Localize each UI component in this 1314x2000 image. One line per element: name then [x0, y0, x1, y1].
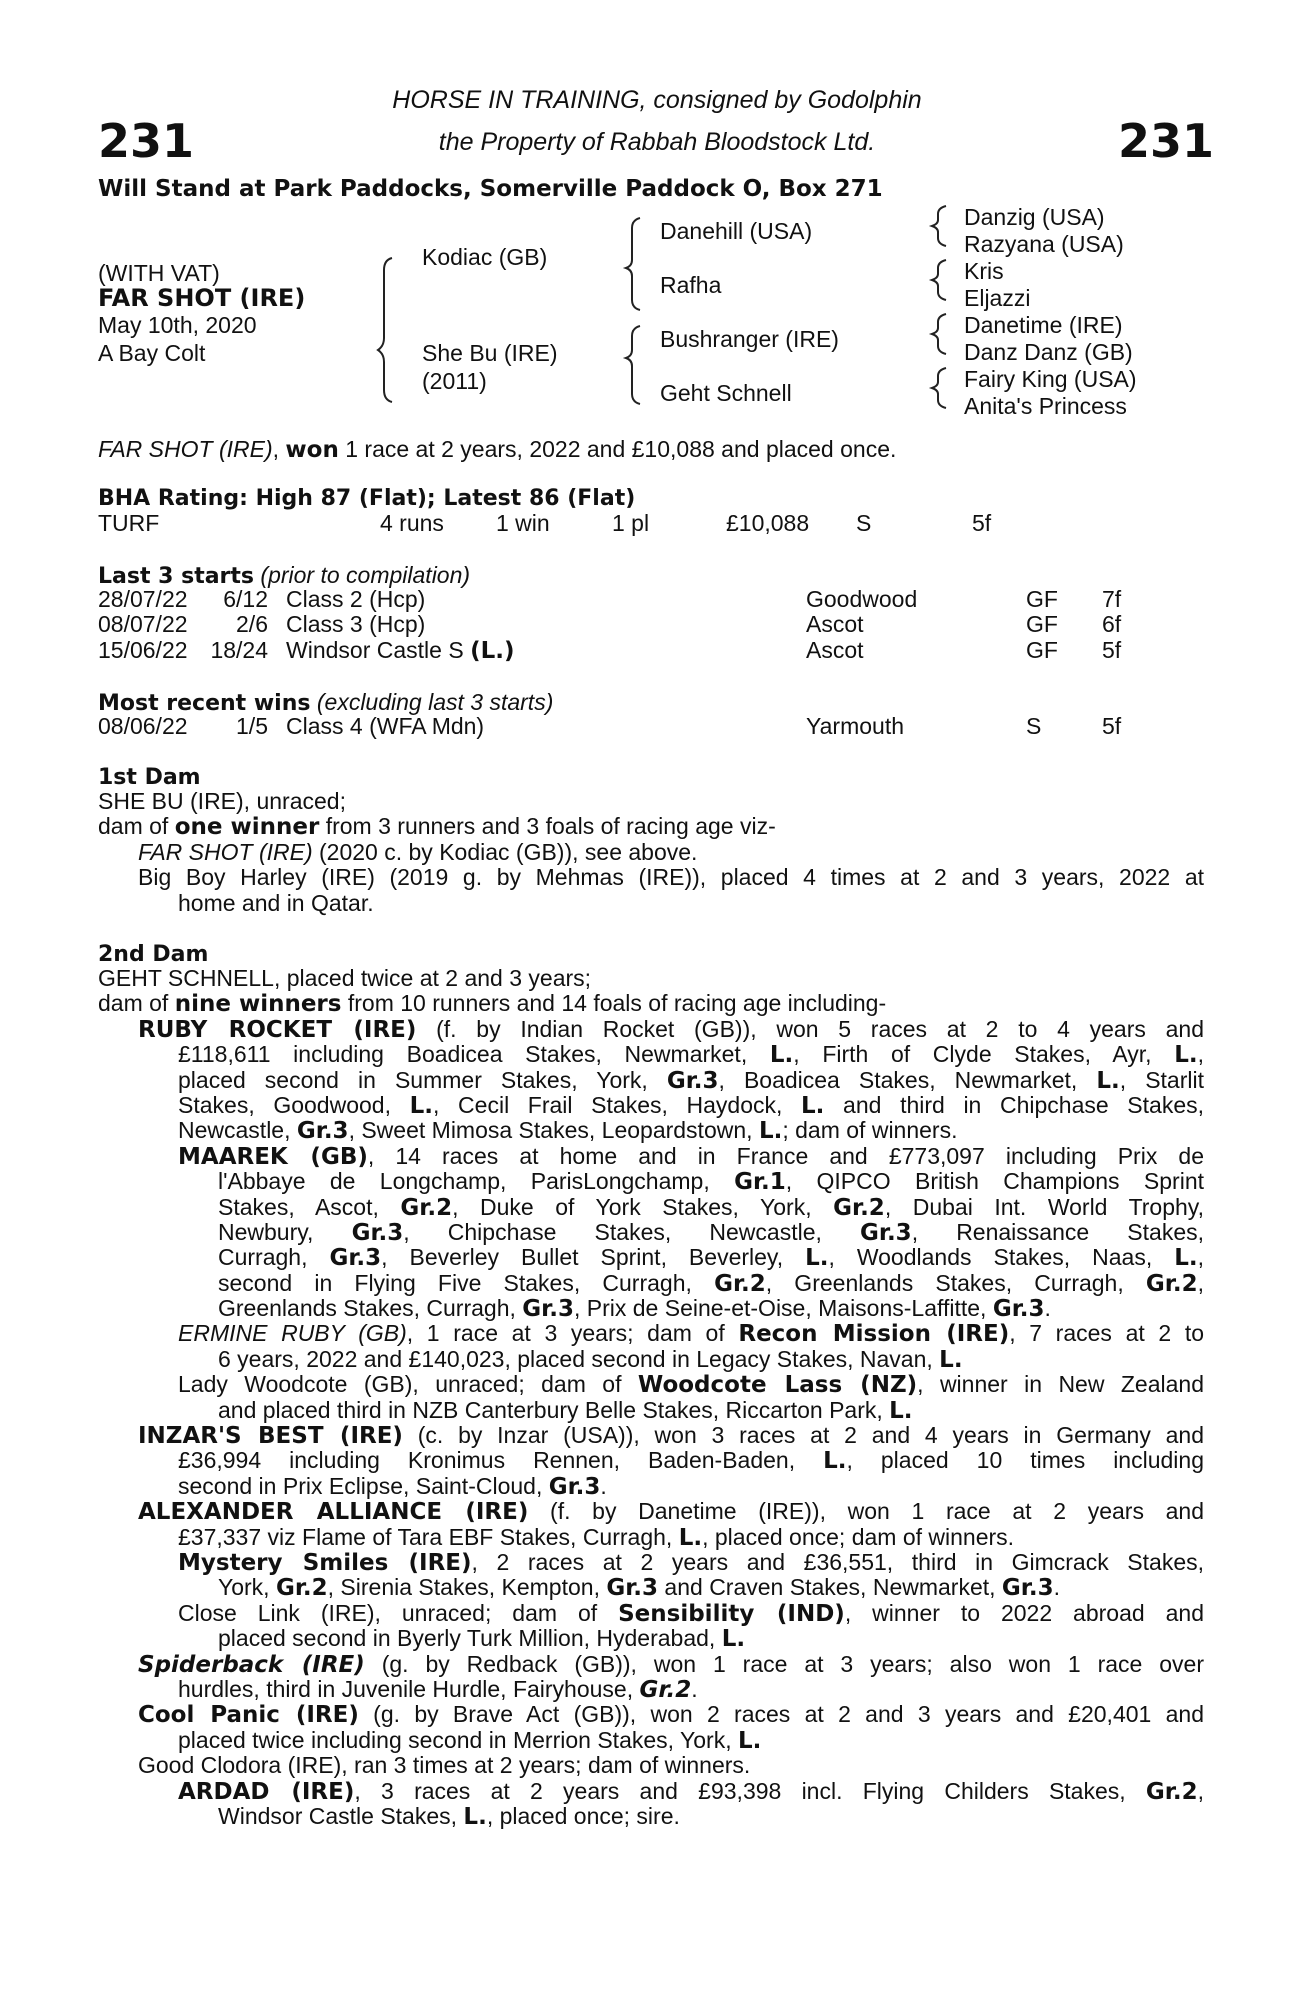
second-dam-body: [98, 966, 1204, 1829]
second-dam-text: (f. by Danetime (IRE)), won 1 race at 2 years and: [528, 1498, 1205, 1525]
second-dam-text: , 2 races at 2 years and £36,551, third in Gimcrack Stakes,: [471, 1548, 1205, 1575]
second-dam-text: L.: [737, 1727, 762, 1754]
second-dam-text: second in Prix Eclipse, Saint-Cloud,: [178, 1472, 549, 1499]
sire-sire: Danehill (USA): [660, 218, 813, 244]
second-dam-text: Gr.2: [1145, 1270, 1198, 1297]
second-dam-line: [98, 1702, 1204, 1727]
second-dam-text: , QIPCO British Champions Sprint: [785, 1168, 1204, 1195]
second-dam-text: , 1 race at 3 years; dam of: [406, 1320, 739, 1347]
second-dam-line: [98, 1626, 1204, 1651]
last3-row-race: [286, 586, 425, 613]
second-dam-text: placed second in Byerly Turk Million, Hyderabad,: [218, 1625, 722, 1652]
first-dam-line: [98, 865, 1204, 890]
second-dam-line: [98, 1779, 1204, 1804]
dam-dam: Geht Schnell: [660, 380, 792, 406]
last3-row-race-name: Windsor Castle S: [286, 636, 471, 663]
summary-sep: ,: [272, 436, 286, 462]
second-dam-text: L.: [1096, 1067, 1120, 1094]
second-dam-line: [98, 1220, 1204, 1245]
rating-going: S: [856, 510, 872, 536]
second-dam-text: Stakes, Goodwood,: [178, 1091, 410, 1118]
second-dam-text: , Sirenia Stakes, Kempton,: [327, 1574, 607, 1601]
second-dam-text: Windsor Castle Stakes,: [218, 1802, 464, 1829]
recent-win-row-going: S: [1026, 713, 1042, 739]
second-dam-text: Gr.1: [734, 1169, 786, 1196]
last3-row-distance: 6f: [1102, 611, 1122, 638]
lot-number-right: 231: [1118, 114, 1215, 168]
summary-rest: 1 race at 2 years, 2022 and £10,088 and placed once.: [338, 436, 897, 462]
first-dam-text: one winner: [174, 814, 320, 841]
ggp-4: Eljazzi: [964, 285, 1031, 311]
second-dam-text: , Starlit: [1119, 1066, 1204, 1093]
ggp-8: Anita's Princess: [964, 393, 1127, 419]
second-dam-text: , placed once; sire.: [486, 1802, 680, 1829]
horse-name: FAR SHOT (IRE): [98, 284, 306, 312]
vat-note: (WITH VAT): [98, 260, 220, 286]
brace-ggp4: [932, 368, 946, 408]
last3-row-position: 2/6: [236, 611, 268, 638]
second-dam-line: [98, 1601, 1204, 1626]
second-dam-text: L.: [805, 1245, 829, 1272]
second-dam-text: L.: [678, 1524, 703, 1551]
second-dam-text: £118,611 including Boadicea Stakes, Newmarket,: [178, 1041, 770, 1068]
second-dam-text: L.: [463, 1803, 487, 1830]
horse-dob: May 10th, 2020: [98, 312, 257, 338]
second-dam-text: from 10 runners and 14 foals of racing age including-: [341, 990, 887, 1017]
second-dam-text: Gr.3: [992, 1296, 1045, 1323]
property-line: the Property of Rabbah Bloodstock Ltd.: [438, 128, 876, 156]
second-dam-line: [98, 1093, 1204, 1118]
second-dam-text: Gr.2: [833, 1194, 885, 1221]
second-dam-text: L.: [721, 1626, 746, 1653]
last3-row-distance: 5f: [1102, 636, 1122, 663]
second-dam-text: , Prix de Seine-et-Oise, Maisons-Laffitte,: [573, 1295, 993, 1322]
second-dam-text: .: [1053, 1574, 1060, 1601]
second-dam-text: Sensibility (IND): [618, 1600, 845, 1627]
second-dam-text: dam of: [98, 990, 175, 1017]
second-dam-text: , 7 races at 2 to: [1009, 1320, 1204, 1347]
second-dam-text: hurdles, third in Juvenile Hurdle, Fairyhouse,: [178, 1675, 640, 1702]
second-dam-text: (f. by Indian Rocket (GB)), won 5 races at 2 to 4 years and: [416, 1015, 1204, 1042]
last3-row-going: GF: [1026, 586, 1058, 612]
horse-description: A Bay Colt: [98, 340, 206, 366]
second-dam-text: .: [600, 1472, 607, 1499]
second-dam-line: [98, 1804, 1204, 1829]
second-dam-text: L.: [409, 1092, 434, 1119]
second-dam-text: ; dam of winners.: [782, 1117, 958, 1144]
first-dam-text: from 3 runners and 3 foals of racing age viz-: [319, 813, 776, 840]
first-dam-line: [98, 789, 1204, 814]
second-dam-text: L.: [823, 1448, 847, 1475]
second-dam-line: [98, 991, 1204, 1016]
second-dam-text: placed twice including second in Merrion Stakes, York,: [178, 1726, 738, 1753]
second-dam-text: L.: [889, 1397, 913, 1424]
second-dam-text: , winner to 2022 abroad and: [844, 1599, 1204, 1626]
second-dam-line: [98, 1728, 1204, 1753]
sire: Kodiac (GB): [422, 244, 548, 270]
second-dam-text: (c. by Inzar (USA)), won 3 races at 2 and 4 years in Germany and: [402, 1422, 1204, 1449]
second-dam-text: ERMINE RUBY (GB): [178, 1320, 407, 1347]
second-dam-line: [98, 1652, 1204, 1677]
second-dam-text: , Duke of York Stakes, York,: [452, 1193, 834, 1220]
second-dam-text: and placed third in NZB Canterbury Belle Stakes, Riccarton Park,: [218, 1396, 890, 1423]
second-dam-text: Good Clodora (IRE), ran 3 times at 2 years; dam of winners.: [138, 1752, 751, 1779]
last3-row-race-name: Class 3 (Hcp): [286, 611, 426, 638]
second-dam-text: , winner in New Zealand: [917, 1371, 1204, 1398]
second-dam-text: Gr.2: [275, 1575, 328, 1602]
recent-win-row-date: 08/06/22: [98, 713, 188, 739]
ggp-2: Razyana (USA): [964, 231, 1124, 257]
second-dam-text: Gr.3: [522, 1296, 574, 1323]
first-dam-line: [98, 814, 1204, 839]
second-dam-line: [98, 1245, 1204, 1270]
second-dam-text: .: [1044, 1295, 1051, 1322]
second-dam-text: , placed once; dam of winners.: [702, 1523, 1015, 1550]
recent-win-row-race: [286, 713, 484, 740]
rating-wins: 1 win: [496, 510, 550, 536]
first-dam-line: [98, 840, 1204, 865]
second-dam-text: MAAREK (GB): [178, 1143, 368, 1170]
dam-sire: Bushranger (IRE): [660, 326, 839, 352]
summary-won: won: [285, 437, 339, 463]
second-dam-text: L.: [769, 1042, 794, 1069]
second-dam-line: [98, 1677, 1204, 1702]
second-dam-text: Gr.3: [1001, 1575, 1054, 1602]
first-dam-text: SHE BU (IRE), unraced;: [98, 788, 346, 814]
second-dam-text: and Craven Stakes, Newmarket,: [658, 1574, 1002, 1601]
second-dam-text: and third in Chipchase Stakes,: [824, 1091, 1204, 1118]
second-dam-text: Gr.3: [666, 1067, 719, 1094]
second-dam-text: , Firth of Clyde Stakes, Ayr,: [793, 1041, 1175, 1068]
second-dam-text: Recon Mission (IRE): [738, 1321, 1010, 1348]
first-dam-text: dam of: [98, 813, 175, 840]
second-dam-line: [98, 1321, 1204, 1346]
dam-year: (2011): [422, 368, 487, 394]
last3-row-date: 15/06/22: [98, 636, 188, 663]
last3-heading: [98, 562, 470, 589]
sire-dam: Rafha: [660, 272, 722, 298]
last3-row-distance: 7f: [1102, 586, 1122, 612]
first-dam-text: (2020 c. by Kodiac (GB)), see above.: [312, 838, 698, 865]
last3-row-race: [286, 637, 514, 664]
last3-title: Last 3 starts: [98, 564, 255, 589]
last3-row-course: Ascot: [806, 636, 864, 663]
rating-surface: TURF: [98, 510, 160, 536]
second-dam-text: , 3 races at 2 years and £93,398 incl. Flying Childers Stakes,: [354, 1777, 1146, 1804]
second-dam-text: , Greenlands Stakes, Curragh,: [765, 1269, 1146, 1296]
second-dam-text: Gr.3: [548, 1473, 601, 1500]
last3-row-race-name: Class 2 (Hcp): [286, 586, 426, 612]
second-dam-line: [98, 1372, 1204, 1397]
last3-note: (prior to compilation): [260, 562, 471, 588]
second-dam-text: Close Link (IRE), unraced; dam of: [178, 1599, 619, 1626]
second-dam-text: Gr.2: [400, 1194, 453, 1221]
first-dam-text: Big Boy Harley (IRE) (2019 g. by Mehmas (IRE)), placed 4 times at 2 and 3 years, 2022 at: [138, 864, 1204, 891]
recent-win-row-position: 1/5: [236, 713, 268, 739]
second-dam-line: [98, 1068, 1204, 1093]
first-dam-text: home and in Qatar.: [178, 889, 374, 916]
second-dam-text: Gr.3: [329, 1245, 382, 1272]
rating-prize: £10,088: [726, 510, 810, 536]
second-dam-title: 2nd Dam: [98, 942, 209, 967]
second-dam-text: .: [691, 1675, 698, 1702]
second-dam-line: [98, 1296, 1204, 1321]
second-dam-text: York,: [218, 1574, 276, 1601]
last3-row-course: Ascot: [806, 611, 864, 638]
second-dam-text: Cool Panic (IRE): [138, 1702, 359, 1729]
ggp-6: Danz Danz (GB): [964, 339, 1133, 365]
second-dam-line: [98, 1525, 1204, 1550]
second-dam-text: ARDAD (IRE): [178, 1778, 355, 1805]
second-dam-text: , placed 10 times including: [846, 1447, 1204, 1474]
second-dam-text: L.: [758, 1118, 783, 1145]
second-dam-text: Gr.3: [296, 1118, 349, 1145]
brace-ggp3: [932, 314, 946, 354]
second-dam-text: 6 years, 2022 and £140,023, placed second in Legacy Stakes, Navan,: [218, 1345, 940, 1372]
second-dam-text: , Cecil Frail Stakes, Haydock,: [433, 1091, 802, 1118]
second-dam-text: Gr.2: [1145, 1778, 1198, 1805]
second-dam-text: L.: [1174, 1042, 1198, 1069]
second-dam-line: [98, 1271, 1204, 1296]
second-dam-text: Lady Woodcote (GB), unraced; dam of: [178, 1371, 638, 1398]
brace-sire: [626, 218, 640, 310]
second-dam-text: ,: [1197, 1777, 1204, 1804]
last3-row-position: 6/12: [223, 586, 268, 612]
second-dam-text: , Sweet Mimosa Stakes, Leopardstown,: [348, 1117, 759, 1144]
recent-win-row-course: Yarmouth: [806, 713, 905, 739]
second-dam-text: nine winners: [174, 991, 342, 1018]
second-dam-text: Mystery Smiles (IRE): [178, 1549, 472, 1576]
second-dam-line: [98, 1347, 1204, 1372]
second-dam-line: [98, 1042, 1204, 1067]
ggp-1: Danzig (USA): [964, 204, 1105, 230]
rating-placed: 1 pl: [612, 510, 650, 536]
second-dam-text: L.: [1174, 1245, 1198, 1272]
second-dam-line: [98, 1144, 1204, 1169]
brace-ggp2: [932, 260, 946, 300]
first-dam-body: [98, 789, 1204, 916]
second-dam-text: , Chipchase Stakes, Newcastle,: [403, 1218, 860, 1245]
recent-wins-heading: [98, 689, 553, 716]
second-dam-text: £37,337 viz Flame of Tara EBF Stakes, Curragh,: [178, 1523, 679, 1550]
brace-dam: [626, 326, 640, 404]
second-dam-text: £36,994 including Kronimus Rennen, Baden-Baden,: [178, 1447, 824, 1474]
ggp-5: Danetime (IRE): [964, 312, 1123, 338]
second-dam-text: Gr.2: [714, 1270, 766, 1297]
second-dam-line: [98, 1550, 1204, 1575]
last3-row-date: 28/07/22: [98, 586, 188, 612]
second-dam-text: Woodcote Lass (NZ): [637, 1372, 918, 1399]
second-dam-line: [98, 966, 1204, 991]
second-dam-text: , Renaissance Stakes,: [911, 1218, 1204, 1245]
last3-row-going: GF: [1026, 636, 1058, 663]
race-summary: [98, 436, 896, 463]
second-dam-text: Gr.3: [860, 1219, 912, 1246]
rating-distance: 5f: [972, 510, 992, 536]
recent-wins-note: (excluding last 3 starts): [316, 689, 554, 715]
second-dam-text: (g. by Redback (GB)), won 1 race at 3 years; also won 1 race over: [364, 1650, 1204, 1677]
second-dam-line: [98, 1753, 1204, 1778]
second-dam-text: Newbury,: [218, 1218, 352, 1245]
second-dam-text: Gr.2: [639, 1676, 692, 1703]
first-dam-line: [98, 891, 1204, 916]
second-dam-text: , Dubai Int. World Trophy,: [884, 1193, 1204, 1220]
first-dam-text: FAR SHOT (IRE): [138, 838, 313, 865]
second-dam-text: Gr.3: [351, 1219, 404, 1246]
second-dam-text: Spiderback (IRE): [138, 1651, 365, 1678]
ggp-3: Kris: [964, 258, 1004, 284]
second-dam-text: l'Abbaye de Longchamp, ParisLongchamp,: [218, 1168, 735, 1195]
second-dam-text: (g. by Brave Act (GB)), won 2 races at 2 and 3 years and £20,401 and: [358, 1701, 1205, 1728]
bha-rating-title: BHA Rating: High 87 (Flat); Latest 86 (Flat): [98, 486, 636, 511]
second-dam-line: [98, 1195, 1204, 1220]
second-dam-text: INZAR'S BEST (IRE): [138, 1423, 403, 1450]
recent-win-row-distance: 5f: [1102, 713, 1122, 739]
second-dam-line: [98, 1118, 1204, 1143]
lot-number-left: 231: [98, 114, 195, 168]
second-dam-text: Curragh,: [218, 1244, 330, 1271]
second-dam-line: [98, 1448, 1204, 1473]
second-dam-text: RUBY ROCKET (IRE): [138, 1016, 417, 1043]
second-dam-line: [98, 1017, 1204, 1042]
second-dam-text: ,: [1197, 1244, 1205, 1271]
second-dam-line: [98, 1474, 1204, 1499]
brace-ggp1: [932, 206, 946, 246]
last3-row-going: GF: [1026, 611, 1058, 638]
second-dam-text: , Woodlands Stakes, Naas,: [828, 1244, 1175, 1271]
brace-parents: [378, 258, 392, 402]
second-dam-line: [98, 1423, 1204, 1448]
second-dam-text: Stakes, Ascot,: [218, 1193, 401, 1220]
ggp-7: Fairy King (USA): [964, 366, 1137, 392]
second-dam-text: Newcastle,: [178, 1117, 297, 1144]
second-dam-text: Gr.3: [606, 1575, 659, 1602]
rating-runs: 4 runs: [380, 510, 444, 536]
second-dam-line: [98, 1575, 1204, 1600]
stand-location: Will Stand at Park Paddocks, Somerville Paddock O, Box 271: [98, 176, 883, 202]
second-dam-text: ,: [1197, 1041, 1205, 1068]
second-dam-text: second in Flying Five Stakes, Curragh,: [218, 1269, 715, 1296]
last3-row-course: Goodwood: [806, 586, 918, 612]
second-dam-text: , Boadicea Stakes, Newmarket,: [718, 1066, 1097, 1093]
first-dam-title: 1st Dam: [98, 765, 201, 790]
second-dam-line: [98, 1398, 1204, 1423]
summary-horse-name: FAR SHOT (IRE): [98, 436, 273, 462]
last3-row-race-listed: (L.): [470, 637, 515, 664]
second-dam-text: GEHT SCHNELL, placed twice at 2 and 3 years;: [98, 965, 592, 991]
second-dam-text: Greenlands Stakes, Curragh,: [218, 1295, 523, 1322]
dam: She Bu (IRE): [422, 340, 558, 366]
second-dam-text: placed second in Summer Stakes, York,: [178, 1066, 667, 1093]
second-dam-text: ,: [1197, 1269, 1204, 1296]
second-dam-text: , Beverley Bullet Sprint, Beverley,: [381, 1244, 806, 1271]
last3-row-date: 08/07/22: [98, 611, 188, 638]
second-dam-text: L.: [939, 1346, 963, 1373]
consignor-line: HORSE IN TRAINING, consigned by Godolphin: [392, 86, 922, 114]
recent-wins-title: Most recent wins: [98, 691, 311, 716]
second-dam-line: [98, 1169, 1204, 1194]
second-dam-line: [98, 1499, 1204, 1524]
second-dam-text: , 14 races at home and in France and £773,097 including Prix de: [367, 1142, 1204, 1169]
second-dam-text: L.: [801, 1092, 825, 1119]
last3-row-race: [286, 611, 425, 638]
second-dam-text: ALEXANDER ALLIANCE (IRE): [138, 1499, 529, 1526]
recent-win-row-race-name: Class 4 (WFA Mdn): [286, 713, 485, 739]
last3-row-position: 18/24: [210, 636, 268, 663]
